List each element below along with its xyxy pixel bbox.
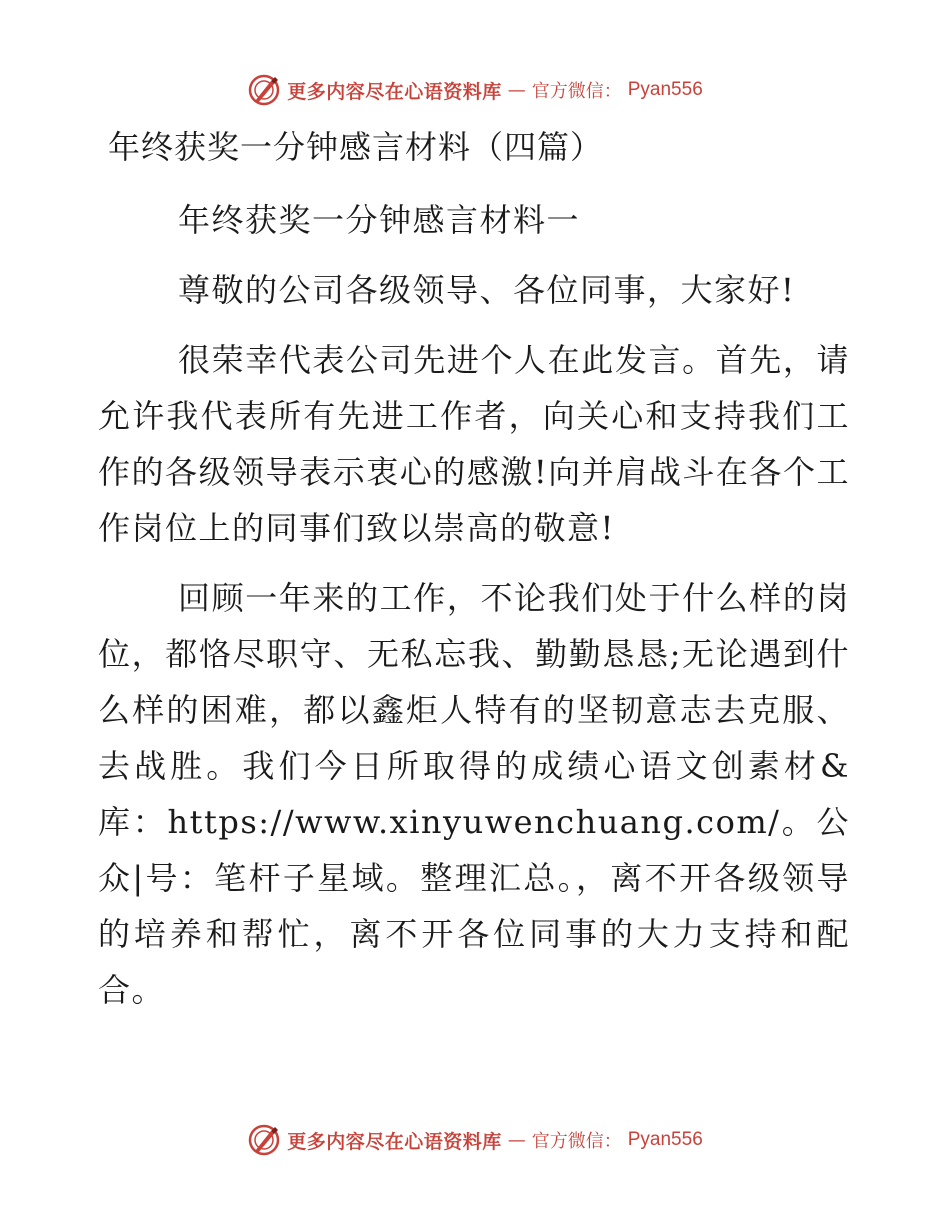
- banner-wechat-id: Pyan556: [627, 1129, 703, 1150]
- banner-separator: —: [507, 1129, 526, 1151]
- header-banner: [0, 70, 950, 110]
- banner-separator: —: [507, 79, 526, 101]
- banner-wechat-id: Pyan556: [627, 79, 703, 100]
- banner-wechat-label: 官方微信：: [531, 81, 622, 102]
- document-body: [98, 192, 850, 1032]
- banner-text: 更多内容尽在心语资料库: [287, 1130, 502, 1153]
- salutation-paragraph: 尊敬的公司各级领导、各位同事，大家好!: [178, 271, 796, 309]
- pen-logo-icon: [247, 73, 281, 107]
- section-heading: 年终获奖一分钟感言材料一: [178, 201, 581, 239]
- banner-text: 更多内容尽在心语资料库: [287, 80, 502, 103]
- body-paragraph: 很荣幸代表公司先进个人在此发言。首先，请允许我代表所有先进工作者，向关心和支持我们工作的各级领导表示衷心的感激!向并肩战斗在各个工作岗位上的同事们致以崇高的敬意!: [98, 341, 850, 547]
- pen-logo-icon: [247, 1123, 281, 1157]
- footer-banner: [0, 1120, 950, 1160]
- body-paragraph: 回顾一年来的工作，不论我们处于什么样的岗位，都恪尽职守、无私忘我、勤勤恳恳;无论遇到什么样的困难，都以鑫炬人特有的坚韧意志去克服、去战胜。我们今日所取得的成绩心语文创素材&库：https://www.xinyuwenchuang.com/。公众|号：笔杆子星域。整理汇总。，离不开各级领导的培养和帮忙，离不开各位同事的大力支持和配合。: [98, 579, 850, 1009]
- document-title: 年终获奖一分钟感言材料（四篇）: [108, 128, 604, 166]
- banner-wechat-label: 官方微信：: [531, 1131, 622, 1152]
